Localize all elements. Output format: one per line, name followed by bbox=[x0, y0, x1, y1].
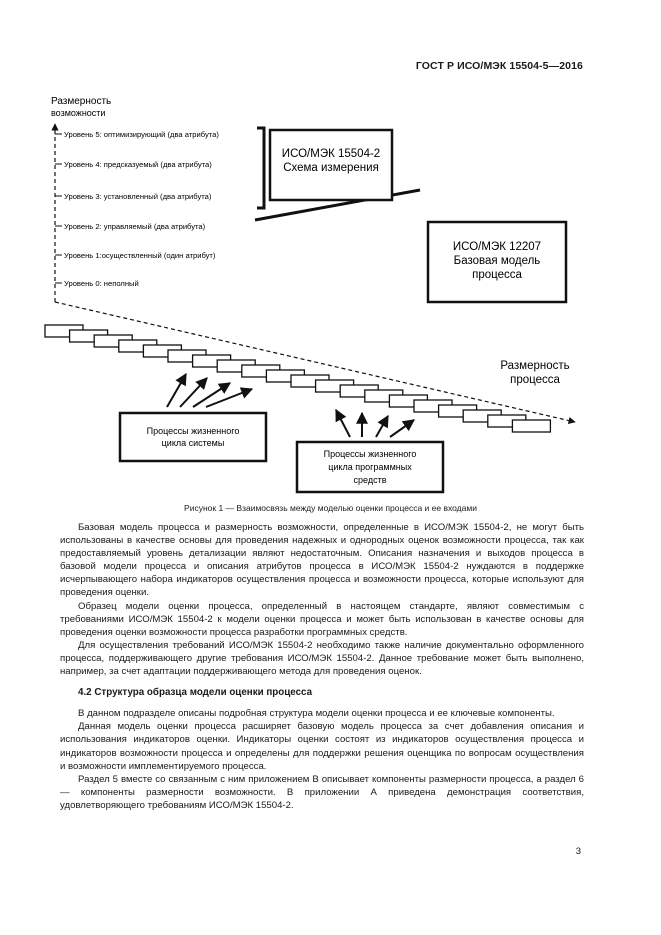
system-arrows bbox=[167, 374, 252, 407]
box-software-lifecycle-line2: цикла программных bbox=[328, 462, 412, 472]
process-axis-label-2: процесса bbox=[510, 374, 560, 386]
process-block bbox=[512, 420, 550, 432]
capability-axis-label: Размерность bbox=[51, 96, 112, 107]
box-system-lifecycle-line2: цикла системы bbox=[161, 438, 225, 448]
level-3-label: Уровень 3: установленный (два атрибута) bbox=[64, 192, 212, 201]
paragraph-sections: Раздел 5 вместе со связанным с ним приложением B описывает компоненты размерности процесса, а раздел 6 — компоненты размерности возможности. В приложении А приведена демонстрация соответствия, удовлетворяющего требованиям ИСО/МЭК 15504-2. bbox=[60, 773, 584, 811]
software-arrows bbox=[336, 410, 414, 437]
process-axis-label: Размерность bbox=[500, 360, 570, 372]
box-system-lifecycle-line1: Процессы жизненного bbox=[146, 426, 240, 436]
box-system-lifecycle bbox=[120, 413, 266, 461]
level-5-label: Уровень 5: оптимизирующий (два атрибута) bbox=[64, 130, 219, 139]
levels-bracket bbox=[257, 128, 264, 208]
box-software-lifecycle-line1: Процессы жизненного bbox=[323, 449, 417, 459]
paragraph-subsection: В данном подразделе описаны подробная структура модели оценки процесса и ее ключевые компоненты. bbox=[78, 708, 555, 720]
process-axis bbox=[55, 302, 575, 422]
paragraph-assessment-model: Образец модели оценки процесса, определенный в настоящем стандарте, являют совместимым с требованиями ИСО/МЭК 15504-2 к модели оценки процесса и может быть использован в качестве основы для проведения оценки возможности процесса разработки программных средств. bbox=[60, 600, 584, 638]
box-iso12207-line3: процесса bbox=[472, 269, 522, 281]
capability-levels bbox=[55, 130, 219, 288]
level-2-label: Уровень 2: управляемый (два атрибута) bbox=[64, 222, 206, 231]
box-software-lifecycle-line3: средств bbox=[353, 475, 387, 485]
body-text bbox=[60, 521, 584, 812]
box-iso12207-title: ИСО/МЭК 12207 bbox=[452, 241, 542, 253]
page-header-standard-id: ГОСТ Р ИСО/МЭК 15504-5—2016 bbox=[415, 60, 583, 72]
paragraph-requirements: Для осуществления требований ИСО/МЭК 15504-2 необходимо также наличие документально оформленного процесса, поддерживающего другие требования ИСО/МЭК 15504-2. Данное требование может быть выполнено, например, за счет адаптации поддерживающего метода для проведения оценок. bbox=[60, 639, 584, 678]
level-4-label: Уровень 4: предсказуемый (два атрибута) bbox=[64, 160, 212, 169]
page-number: 3 bbox=[575, 846, 581, 857]
figure-caption: Рисунок 1 — Взаимосвязь между моделью оценки процесса и ее входами bbox=[184, 503, 477, 513]
box-iso15504-2-subtitle: Схема измерения bbox=[283, 162, 379, 174]
box-iso15504-2-title: ИСО/МЭК 15504-2 bbox=[281, 148, 381, 160]
capability-axis-label-2: возможности bbox=[51, 108, 106, 118]
level-0-label: Уровень 0: неполный bbox=[64, 279, 139, 288]
paragraph-base-model: Базовая модель процесса и размерность возможности, определенные в ИСО/МЭК 15504-2, не могут быть использованы в качестве основы для проведения надежных и однородных оценок возможности процесса, так как предоставляемый уровень детализации являют недостаточным. Описания назначения и выходов процесса в базовой модели процесса и описания атрибутов процесса в ИСО/МЭК 15504-2 нуждаются в поддержке исчерпывающего набора индикаторов осуществления процесса и возможности процесса, которые используют для проведения оценки. bbox=[60, 522, 584, 599]
level-1-label: Уровень 1:осуществленный (один атрибут) bbox=[64, 251, 216, 260]
paragraph-model-extension: Данная модель оценки процесса расширяет базовую модель процесса за счет добавления описания и использования индикаторов оценки. Индикаторы оценки состоят из индикаторов осуществления процесса и индикаторов возможности процесса и определены для поддержки решения оценщика по вопросам осуществления и возможности имплементируемого процесса. bbox=[60, 721, 584, 772]
box-iso12207-line2: Базовая модель bbox=[453, 255, 541, 267]
section-heading: 4.2 Структура образца модели оценки процесса bbox=[78, 687, 313, 699]
